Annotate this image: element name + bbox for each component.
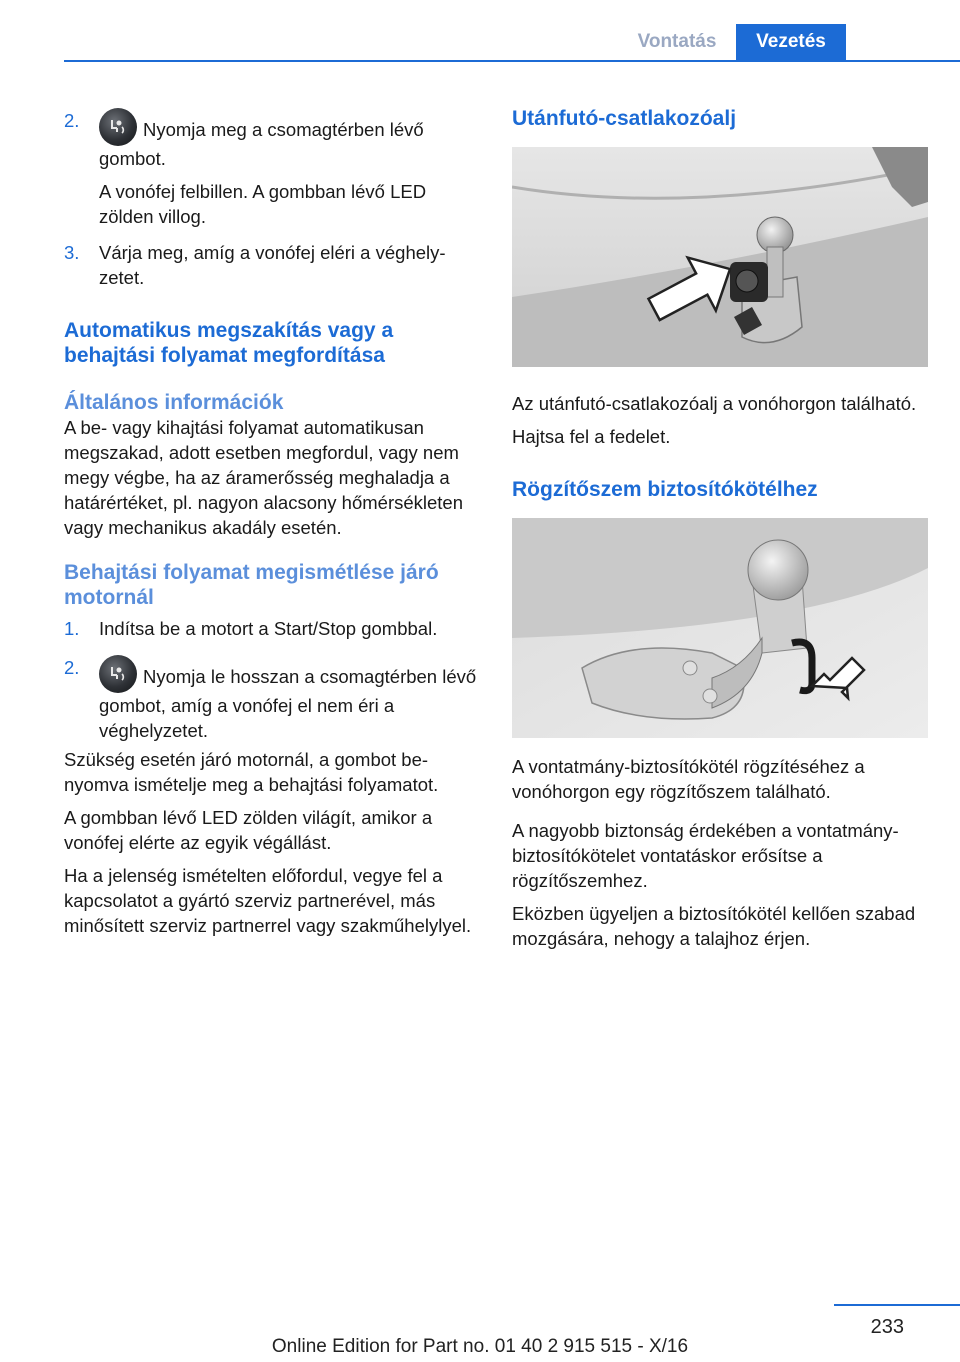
paragraph: A vontatmány-biztosítókötél rögzítéséhez a vonóhorgon egy rögzítőszem található.	[512, 756, 865, 802]
step-text: Várja meg, amíg a vonófej eléri a véghelyzetet.	[99, 242, 446, 288]
tab-vontatas[interactable]: Vontatás	[637, 31, 717, 52]
step-number: 2.	[64, 657, 80, 678]
paragraph: Az utánfutó-csatlakozóalj a vonóhorgon található.	[512, 393, 917, 414]
list-item	[64, 240, 478, 290]
header-rule	[64, 60, 960, 62]
tow-hitch-button-icon	[99, 655, 137, 693]
list-item	[64, 616, 478, 641]
left-column	[64, 100, 478, 938]
section-heading: Automatikus megszakítás vagy a behajtási folyamat megfordítása	[64, 319, 394, 367]
paragraph: Szükség esetén járó motornál, a gombot benyomva ismételje meg a behajtási folyamatot.	[64, 749, 439, 795]
trailer-socket-figure	[512, 147, 928, 367]
paragraph: Hajtsa fel a fedelet.	[512, 426, 671, 447]
page-number: 233	[870, 1316, 904, 1338]
page-number-rule	[834, 1304, 960, 1306]
list-item	[64, 655, 478, 743]
paragraph: A gombban lévő LED zölden világít, amikor a vonófej elérte az egyik végállást.	[64, 807, 433, 853]
section-heading: Rögzítőszem biztosítókötélhez	[512, 478, 818, 501]
step-label: Nyomja meg a csomagtérben lévő gombot.	[99, 119, 424, 169]
paragraph: A be- vagy kihajtási folyamat automatikusan megszakad, adott esetben megfordul, vagy nem megy végbe, ha az áramerősség meghaladja a határértéket, pl. nagyon alacsony hőmérsékleten vagy mechanikus akadály esetén.	[64, 417, 464, 538]
tow-hitch-button-icon	[99, 108, 137, 146]
section-heading: Utánfutó-csatlakozóalj	[512, 107, 737, 130]
eyelet-figure	[512, 518, 928, 738]
tab-vezetes[interactable]: Vezetés	[736, 24, 846, 60]
step-text: Indítsa be a motort a Start/Stop gombbal.	[99, 618, 438, 639]
step-text	[99, 108, 478, 171]
eyelet-illustration	[512, 518, 928, 738]
paragraph: A nagyobb biztonság érdekében a vontatmány-biztosítókötelet vontatáskor erősítse a rögzítőszemhez.	[512, 820, 899, 891]
edition-footer: Online Edition for Part no. 01 40 2 915 515 - X/16	[271, 1336, 689, 1357]
step-number: 3.	[64, 242, 80, 263]
step-number: 2.	[64, 110, 80, 131]
step-subtext: A vonófej felbillen. A gombban lévő LED zölden villog.	[99, 181, 427, 227]
step-label: Nyomja le hosszan a csomagtérben lévő gombot, amíg a vonófej el nem éri a véghelyzetet.	[99, 666, 477, 741]
paragraph: Eközben ügyeljen a biztosítókötél kellően szabad mozgására, nehogy a talajhoz érjen.	[512, 903, 916, 949]
right-column	[512, 100, 928, 951]
subsection-heading: Általános információk	[64, 391, 284, 414]
step-number: 1.	[64, 618, 80, 639]
list-item	[64, 108, 478, 229]
paragraph: Ha a jelenség ismételten előfordul, vegye fel a kapcsolatot a gyártó szerviz partnerével, más minősített szerviz partnerrel vagy szakműhelylyel.	[64, 865, 472, 936]
trailer-socket-illustration	[512, 147, 928, 367]
subsection-heading: Behajtási folyamat megismétlése járó motornál	[64, 561, 439, 609]
step-text	[99, 655, 478, 743]
